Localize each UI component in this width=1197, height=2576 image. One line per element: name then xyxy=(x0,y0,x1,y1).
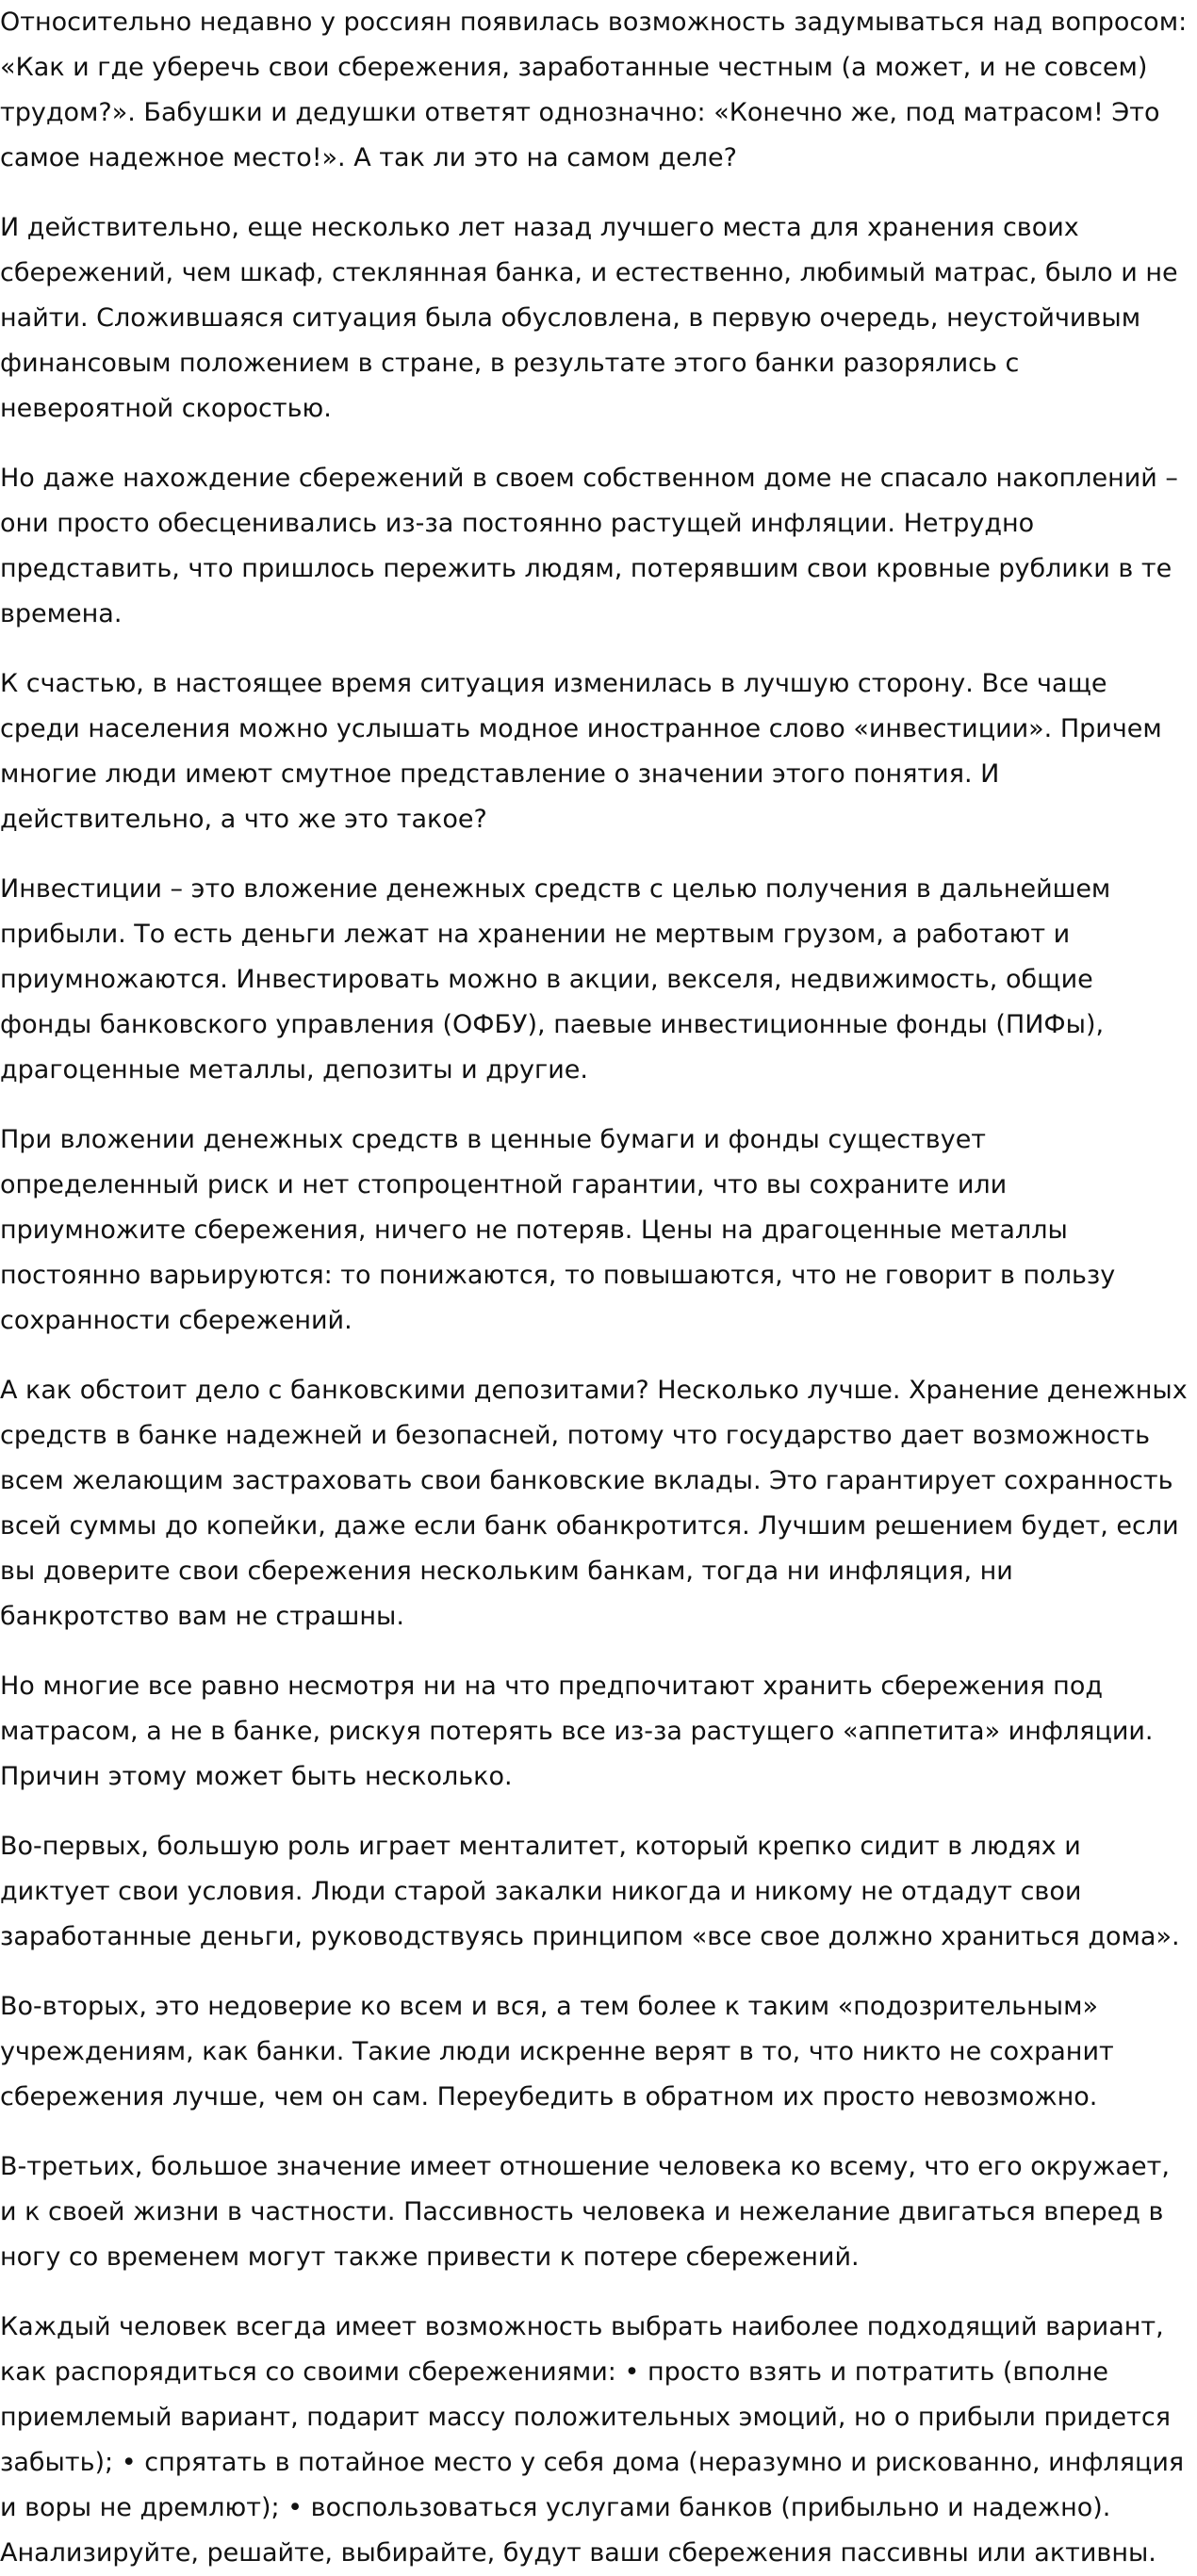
paragraph-2: И действительно, еще несколько лет назад лучшего места для хранения своих сбережений, чем шкаф, стеклянная банка, и естественно, любимый матрас, было и не найти. Сложившаяся ситуация была обусловлена, в первую очередь, неустойчивым финансовым положением в стране, в результате этого банки разорялись с невероятной скоростью. xyxy=(0,213,1178,423)
paragraph-9: Во-первых, большую роль играет менталитет, который крепко сидит в людях и диктует свои условия. Люди старой закалки никогда и никому не отдадут свои заработанные деньги, руководствуясь принципом «все свое должно храниться дома». xyxy=(0,1832,1180,1951)
paragraph-8: Но многие все равно несмотря ни на что предпочитают хранить сбережения под матрасом, а не в банке, рискуя потерять все из-за растущего «аппетита» инфляции. Причин этому может быть несколько. xyxy=(0,1671,1154,1791)
paragraph-5: Инвестиции – это вложение денежных средств с целью получения в дальнейшем прибыли. То есть деньги лежат на хранении не мертвым грузом, а работают и приумножаются. Инвестировать можно в акции, векселя, недвижимость, общие фонды банковского управления (ОФБУ), паевые инвестиционные фонды (ПИФы), драгоценные металлы, депозиты и другие. xyxy=(0,874,1111,1084)
paragraph-12: Каждый человек всегда имеет возможность выбрать наиболее подходящий вариант, как распорядиться со своими сбережениями: • просто взять и потратить (вполне приемлемый вариант, подарит массу положительных эмоций, но о прибыли придется забыть); • спрятать в потайное место у себя дома (неразумно и рискованно, инфляция и воры не дремлют); • воспользоваться услугами банков (прибыльно и надежно). Анализируйте, решайте, выбирайте, будут ваши сбережения пассивны или активны. xyxy=(0,2312,1185,2568)
paragraph-10: Во-вторых, это недоверие ко всем и вся, а тем более к таким «подозрительным» учреждениям, как банки. Такие люди искренне верят в то, что никто не сохранит сбережения лучше, чем он сам. Переубедить в обратном их просто невозможно. xyxy=(0,1992,1114,2111)
paragraph-7: А как обстоит дело с банковскими депозитами? Несколько лучше. Хранение денежных средств в банке надежней и безопасней, потому что государство дает возможность всем желающим застраховать свои банковские вклады. Это гарантирует сохранность всей суммы до копейки, даже если банк обанкротится. Лучшим решением будет, если вы доверите свои сбережения нескольким банкам, тогда ни инфляция, ни банкротство вам не страшны. xyxy=(0,1376,1188,1631)
paragraph-4: К счастью, в настоящее время ситуация изменилась в лучшую сторону. Все чаще среди населения можно услышать модное иностранное слово «инвестиции». Причем многие люди имеют смутное представление о значении этого понятия. И действительно, а что же это такое? xyxy=(0,669,1162,834)
paragraph-1: Относительно недавно у россиян появилась возможность задумываться над вопросом: «Как и где уберечь свои сбережения, заработанные честным (а может, и не совсем) трудом?». Бабушки и дедушки ответят однозначно: «Конечно же, под матрасом! Это самое надежное место!». А так ли это на самом деле? xyxy=(0,8,1188,172)
paragraph-11: В-третьих, большое значение имеет отношение человека ко всему, что его окружает, и к своей жизни в частности. Пассивность человека и нежелание двигаться вперед в ногу со временем могут также привести к потере сбережений. xyxy=(0,2152,1170,2272)
paragraph-6: При вложении денежных средств в ценные бумаги и фонды существует определенный риск и нет стопроцентной гарантии, что вы сохраните или приумножите сбережения, ничего не потеряв. Цены на драгоценные металлы постоянно варьируются: то понижаются, то повышаются, что не говорит в пользу сохранности сбережений. xyxy=(0,1125,1116,1335)
paragraph-3: Но даже нахождение сбережений в своем собственном доме не спасало накоплений – они просто обесценивались из-за постоянно растущей инфляции. Нетрудно представить, что пришлось пережить людям, потерявшим свои кровные рублики в те времена. xyxy=(0,464,1178,628)
